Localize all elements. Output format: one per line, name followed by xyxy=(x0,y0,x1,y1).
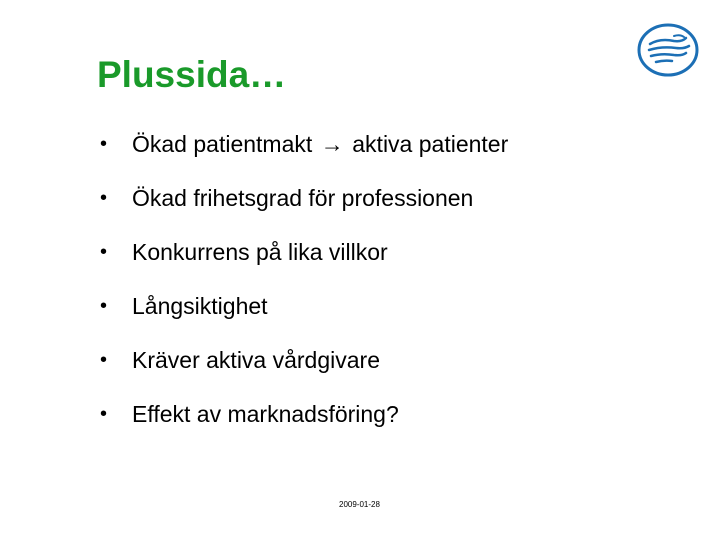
bullet-item xyxy=(100,117,508,171)
slide-title: Plussida… xyxy=(97,54,287,95)
bullet-marker: • xyxy=(100,402,108,425)
bullet-text: Ökad patientmakt xyxy=(132,130,313,157)
bullet-item xyxy=(100,387,508,441)
bullet-marker: • xyxy=(100,348,108,371)
footer-date: 2009-01-28 xyxy=(339,500,380,509)
bullet-item xyxy=(100,279,508,333)
arrow-right-icon: → xyxy=(320,130,344,157)
bullet-text-after-arrow: aktiva patienter xyxy=(352,130,509,157)
bullet-item xyxy=(100,333,508,387)
bullet-text: Långsiktighet xyxy=(132,292,268,319)
logo-icon xyxy=(636,22,700,78)
bullet-text: Ökad frihetsgrad för professionen xyxy=(132,184,474,211)
bullet-text: Effekt av marknadsföring? xyxy=(132,400,399,427)
bullet-item xyxy=(100,171,508,225)
bullet-marker: • xyxy=(100,132,108,155)
bullet-marker: • xyxy=(100,240,108,263)
bullet-text: Konkurrens på lika villkor xyxy=(132,238,388,265)
bullet-marker: • xyxy=(100,186,108,209)
bullet-text: Kräver aktiva vårdgivare xyxy=(132,346,380,373)
bullet-list xyxy=(100,117,508,441)
bullet-marker: • xyxy=(100,294,108,317)
bullet-item xyxy=(100,225,508,279)
